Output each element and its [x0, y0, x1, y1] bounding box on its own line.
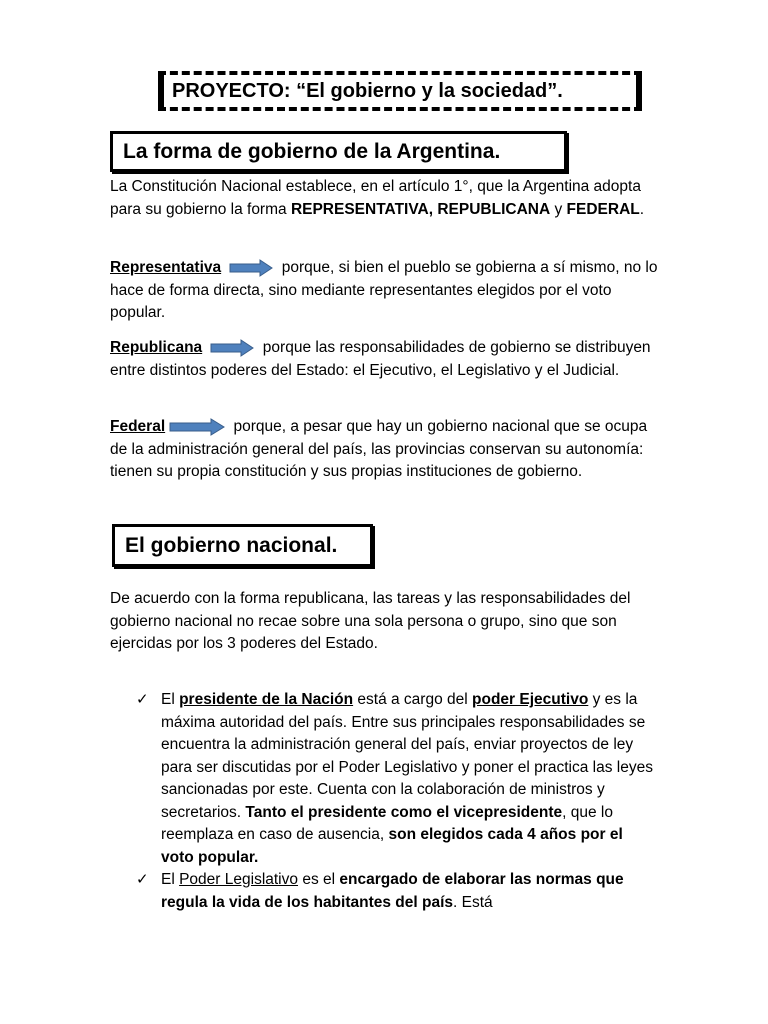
powers-list	[136, 689, 658, 914]
right-arrow-icon	[229, 259, 273, 277]
term-representativa: Representativa	[110, 259, 222, 276]
bullet-text: es el	[298, 871, 340, 888]
bullet-text: y es la máxima autoridad del país. Entre sus principales responsabilidades se encuentra la administración general del país, enviar proyectos de ley para ser discutidas por el Poder Legislativo y poner el practica las leyes sancionadas por este. Cuenta con la colaboración de ministros y secretarios.	[161, 691, 653, 821]
checkmark-icon: ✓	[136, 691, 149, 708]
bullet-underlined: presidente de la Nación	[179, 691, 354, 708]
definition-federal	[110, 416, 658, 484]
bullet-bold: Tanto el presidente como el vicepresidente	[245, 803, 563, 821]
section1-intro	[110, 176, 658, 221]
section2-heading: El gobierno nacional.	[112, 524, 373, 567]
intro-bold-2: FEDERAL	[566, 200, 640, 218]
project-title-rest: : “El gobierno y la sociedad”.	[283, 79, 563, 102]
bullet-text: , que lo reemplaza en caso de ausencia,	[161, 803, 613, 843]
bullet-text: El	[161, 871, 180, 888]
bullet-text: está a cargo del	[353, 691, 473, 708]
term-republicana: Republicana	[110, 339, 203, 356]
list-item	[136, 869, 658, 914]
intro-bold-1: REPRESENTATIVA, REPUBLICANA	[290, 200, 551, 218]
bullet-underlined: poder Ejecutivo	[472, 691, 589, 708]
right-arrow-icon	[210, 339, 254, 357]
definition-republicana-text: porque las responsabilidades de gobierno se distribuyen entre distintos poderes del Estado: el Ejecutivo, el Legislativo y el Judicial.	[110, 339, 651, 379]
definition-representativa-text: porque, si bien el pueblo se gobierna a sí mismo, no lo hace de forma directa, sino mediante representantes elegidos por el voto popular.	[110, 259, 658, 321]
intro-text-3: .	[639, 200, 645, 218]
section1-heading: La forma de gobierno de la Argentina.	[110, 131, 567, 172]
definition-federal-text: porque, a pesar que hay un gobierno nacional que se ocupa de la administración general del país, las provincias conservan su autonomía: tienen su propia constitución y sus propias instituciones de gobierno.	[110, 418, 648, 480]
bullet-text: El	[161, 691, 180, 708]
list-item	[136, 689, 658, 869]
definition-representativa	[110, 257, 658, 325]
project-title-box	[158, 71, 642, 111]
intro-text-1: La Constitución Nacional establece, en el artículo 1°, que la Argentina adopta para su gobierno la forma	[110, 178, 641, 218]
definition-republicana	[110, 337, 658, 382]
bullet-bold: son elegidos cada 4 años por el voto popular.	[161, 826, 623, 866]
term-federal: Federal	[110, 418, 166, 435]
bullet-text: . Está	[453, 893, 493, 911]
checkmark-icon: ✓	[136, 871, 149, 888]
section2-intro: De acuerdo con la forma republicana, las tareas y las responsabilidades del gobierno nacional no recae sobre una sola persona o grupo, sino que son ejercidas por los 3 poderes del Estado.	[110, 590, 631, 652]
intro-text-2: y	[550, 200, 567, 218]
bullet-underlined: Poder Legislativo	[179, 871, 299, 888]
bullet-bold: encargado de elaborar las normas que regula la vida de los habitantes del país	[161, 871, 624, 911]
right-arrow-icon	[169, 418, 225, 436]
project-title-lead: PROYECTO	[172, 79, 284, 102]
